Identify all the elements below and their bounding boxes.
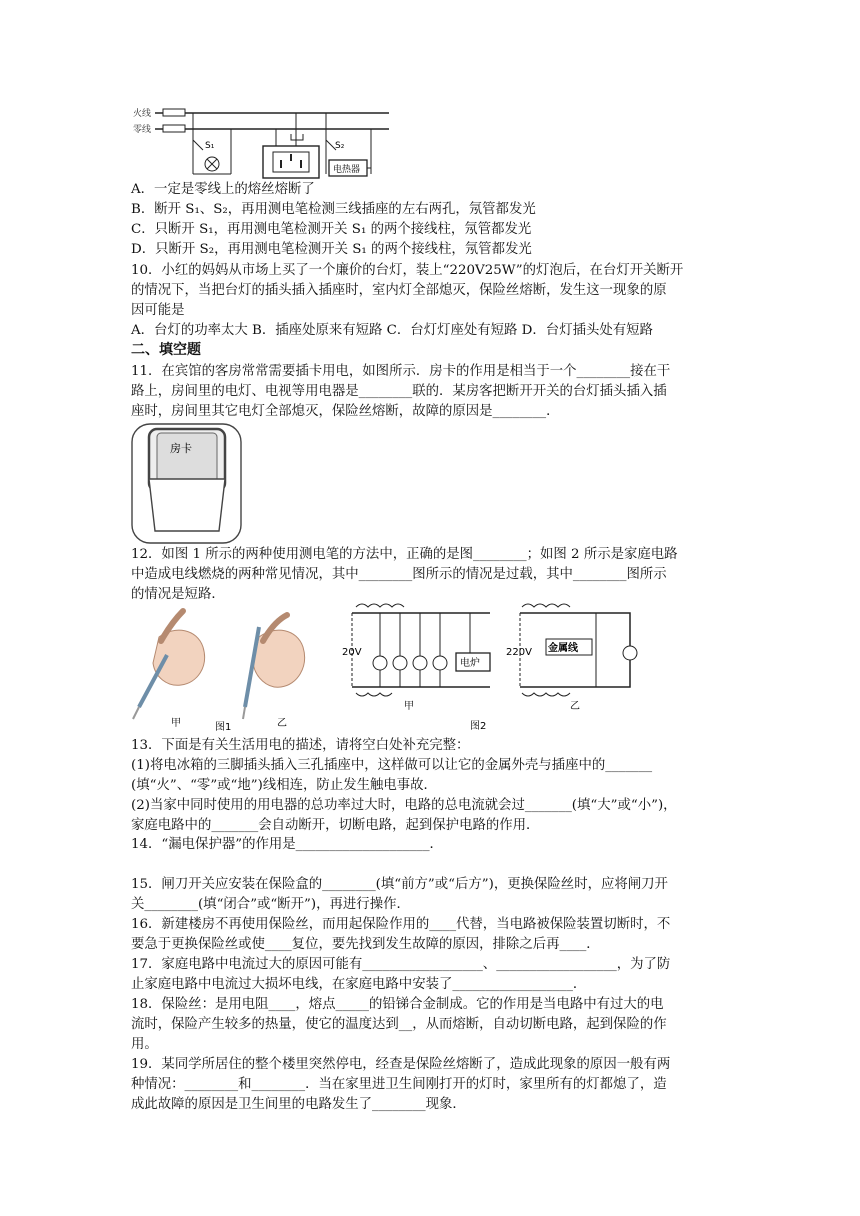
fig2-label-b: 乙 — [570, 701, 580, 712]
neutral-wire-label: 零线 — [133, 125, 152, 135]
fig2-caption: 图2 — [470, 721, 487, 732]
fig1-caption: 图1 — [215, 722, 232, 733]
q11-line: 11．在宾馆的客房常常需要插卡用电，如图所示．房卡的作用是相当于一个________接在干 — [131, 364, 671, 379]
section-title: 二、填空题 — [131, 342, 201, 358]
fig1-label-b: 乙 — [277, 718, 287, 729]
q16-line: 要急于更换保险丝或使____复位，要先找到发生故障的原因，排除之后再____． — [131, 937, 600, 952]
lamp-icon — [413, 656, 427, 670]
q13-line: 13．下面是有关生活用电的描述，请将空白处补充完整： — [131, 738, 470, 753]
q17-line: 止家庭电路中电流过大损坏电线，在家庭电路中安装了__________________． — [131, 977, 587, 992]
heater-label: 电热器 — [333, 165, 361, 175]
flame-icon — [356, 604, 404, 607]
voltage-label-b: 220V — [506, 647, 532, 658]
switch-s1-label: S₁ — [205, 141, 215, 151]
lamp-icon — [433, 656, 447, 670]
short-circuit — [506, 604, 637, 712]
q9-option-a: A．一定是零线上的熔丝熔断了 — [131, 182, 315, 197]
q12-line: 12．如图 1 所示的两种使用测电笔的方法中，正确的是图________；如图 2 所示是家庭电路 — [131, 547, 678, 562]
fig1-label-a: 甲 — [171, 718, 181, 729]
q9-circuit-figure — [131, 104, 393, 182]
live-wire-label: 火线 — [133, 109, 152, 119]
q13-line: (填“火”、“零”或“地”)线相连，防止发生触电事故． — [131, 778, 437, 793]
flame-icon — [522, 693, 570, 696]
q10-options: A．台灯的功率太大 B．插座处原来有短路 C．台灯灯座处有短路 D．台灯插头处有短路 — [131, 323, 653, 338]
q13-line: (1)将电冰箱的三脚插头插入三孔插座中，这样做可以让它的金属外壳与插座中的_______ — [131, 758, 653, 773]
switch-s2-label: S₂ — [335, 141, 345, 151]
wire-burning-figure — [340, 601, 640, 733]
card-slot-icon — [149, 479, 225, 531]
q13-line: (2)当家中同时使用的用电器的总功率过大时，电路的总电流就会过_______(填“大”或“小”)， — [131, 798, 677, 813]
q10-line: 因可能是 — [131, 303, 185, 318]
q11-line: 座时，房间里其它电灯全部熄灭，保险丝熔断，故障的原因是________． — [131, 404, 560, 419]
q19-line: 种情况：________和________．当在家里进卫生间刚打开的灯时，家里所有的灯都熄了，造 — [131, 1077, 667, 1092]
q10-line: 10．小红的妈妈从市场上买了一个廉价的台灯，装上“220V25W”的灯泡后，在台灯开关断开 — [131, 263, 684, 278]
q16-line: 16．新建楼房不再使用保险丝，而用起保险作用的____代替，当电路被保险装置切断时，不 — [131, 917, 671, 932]
stove-label: 电炉 — [460, 658, 480, 669]
voltage-label-a: 20V — [342, 647, 362, 658]
q19-line: 成此故障的原因是卫生间里的电路发生了________现象． — [131, 1097, 466, 1112]
q12-line: 的情况是短路． — [131, 587, 225, 602]
q13-line: 家庭电路中的_______会自动断开，切断电路，起到保护电路的作用． — [131, 818, 540, 833]
hand-b-icon — [243, 615, 305, 719]
q15-line: 15．闸刀开关应安装在保险盒的________(填“前方”或“后方”)，更换保险丝时，应将闸刀开 — [131, 877, 668, 892]
test-pen-figure — [131, 607, 341, 733]
overload-circuit — [342, 604, 490, 712]
lamp-icon — [373, 656, 387, 670]
fig2-label-a: 甲 — [404, 701, 414, 712]
q18-line: 18．保险丝：是用电阻____，熔点_____的铅锑合金制成。它的作用是当电路中有过大的电 — [131, 997, 664, 1012]
q9-option-b: B．断开 S₁、S₂，再用测电笔检测三线插座的左右两孔，氖管都发光 — [131, 202, 536, 217]
fuse-icon — [163, 109, 185, 116]
metal-wire-label: 金属线 — [548, 643, 578, 654]
q9-option-d: D．只断开 S₂，再用测电笔检测开关 S₁ 的两个接线柱，氖管都发光 — [131, 242, 532, 257]
room-card-figure — [131, 423, 243, 545]
q18-line: 流时，保险产生较多的热量，使它的温度达到__，从而熔断，自动切断电路，起到保险的作 — [131, 1017, 667, 1032]
q11-line: 路上，房间里的电灯、电视等用电器是________联的．某房客把断开开关的台灯插头插入插 — [131, 384, 667, 399]
flame-icon — [356, 693, 392, 696]
lamp-icon — [393, 656, 407, 670]
q9-option-c: C．只断开 S₁，再用测电笔检测开关 S₁ 的两个接线柱，氖管都发光 — [131, 222, 532, 237]
q18-line: 用。 — [131, 1037, 158, 1052]
q19-line: 19．某同学所居住的整个楼里突然停电，经查是保险丝熔断了，造成此现象的原因一般有两 — [131, 1057, 671, 1072]
fuse-icon — [163, 125, 185, 132]
hand-a-icon — [133, 611, 205, 719]
q17-line: 17．家庭电路中电流过大的原因可能有__________________、__________________，为了防 — [131, 957, 671, 972]
q14-line: 14．“漏电保护器”的作用是____________________． — [131, 837, 443, 852]
q15-line: 关________(填“闭合”或“断开”)，再进行操作． — [131, 897, 410, 912]
flame-icon — [522, 604, 570, 607]
q10-line: 的情况下，当把台灯的插头插入插座时，室内灯全部熄灭，保险丝熔断，发生这一现象的原 — [131, 283, 667, 298]
q12-line: 中造成电线燃烧的两种常见情况，其中________图所示的情况是过载，其中________图所示 — [131, 567, 667, 582]
room-card-label: 房卡 — [170, 442, 192, 455]
lamp-icon — [623, 646, 637, 660]
